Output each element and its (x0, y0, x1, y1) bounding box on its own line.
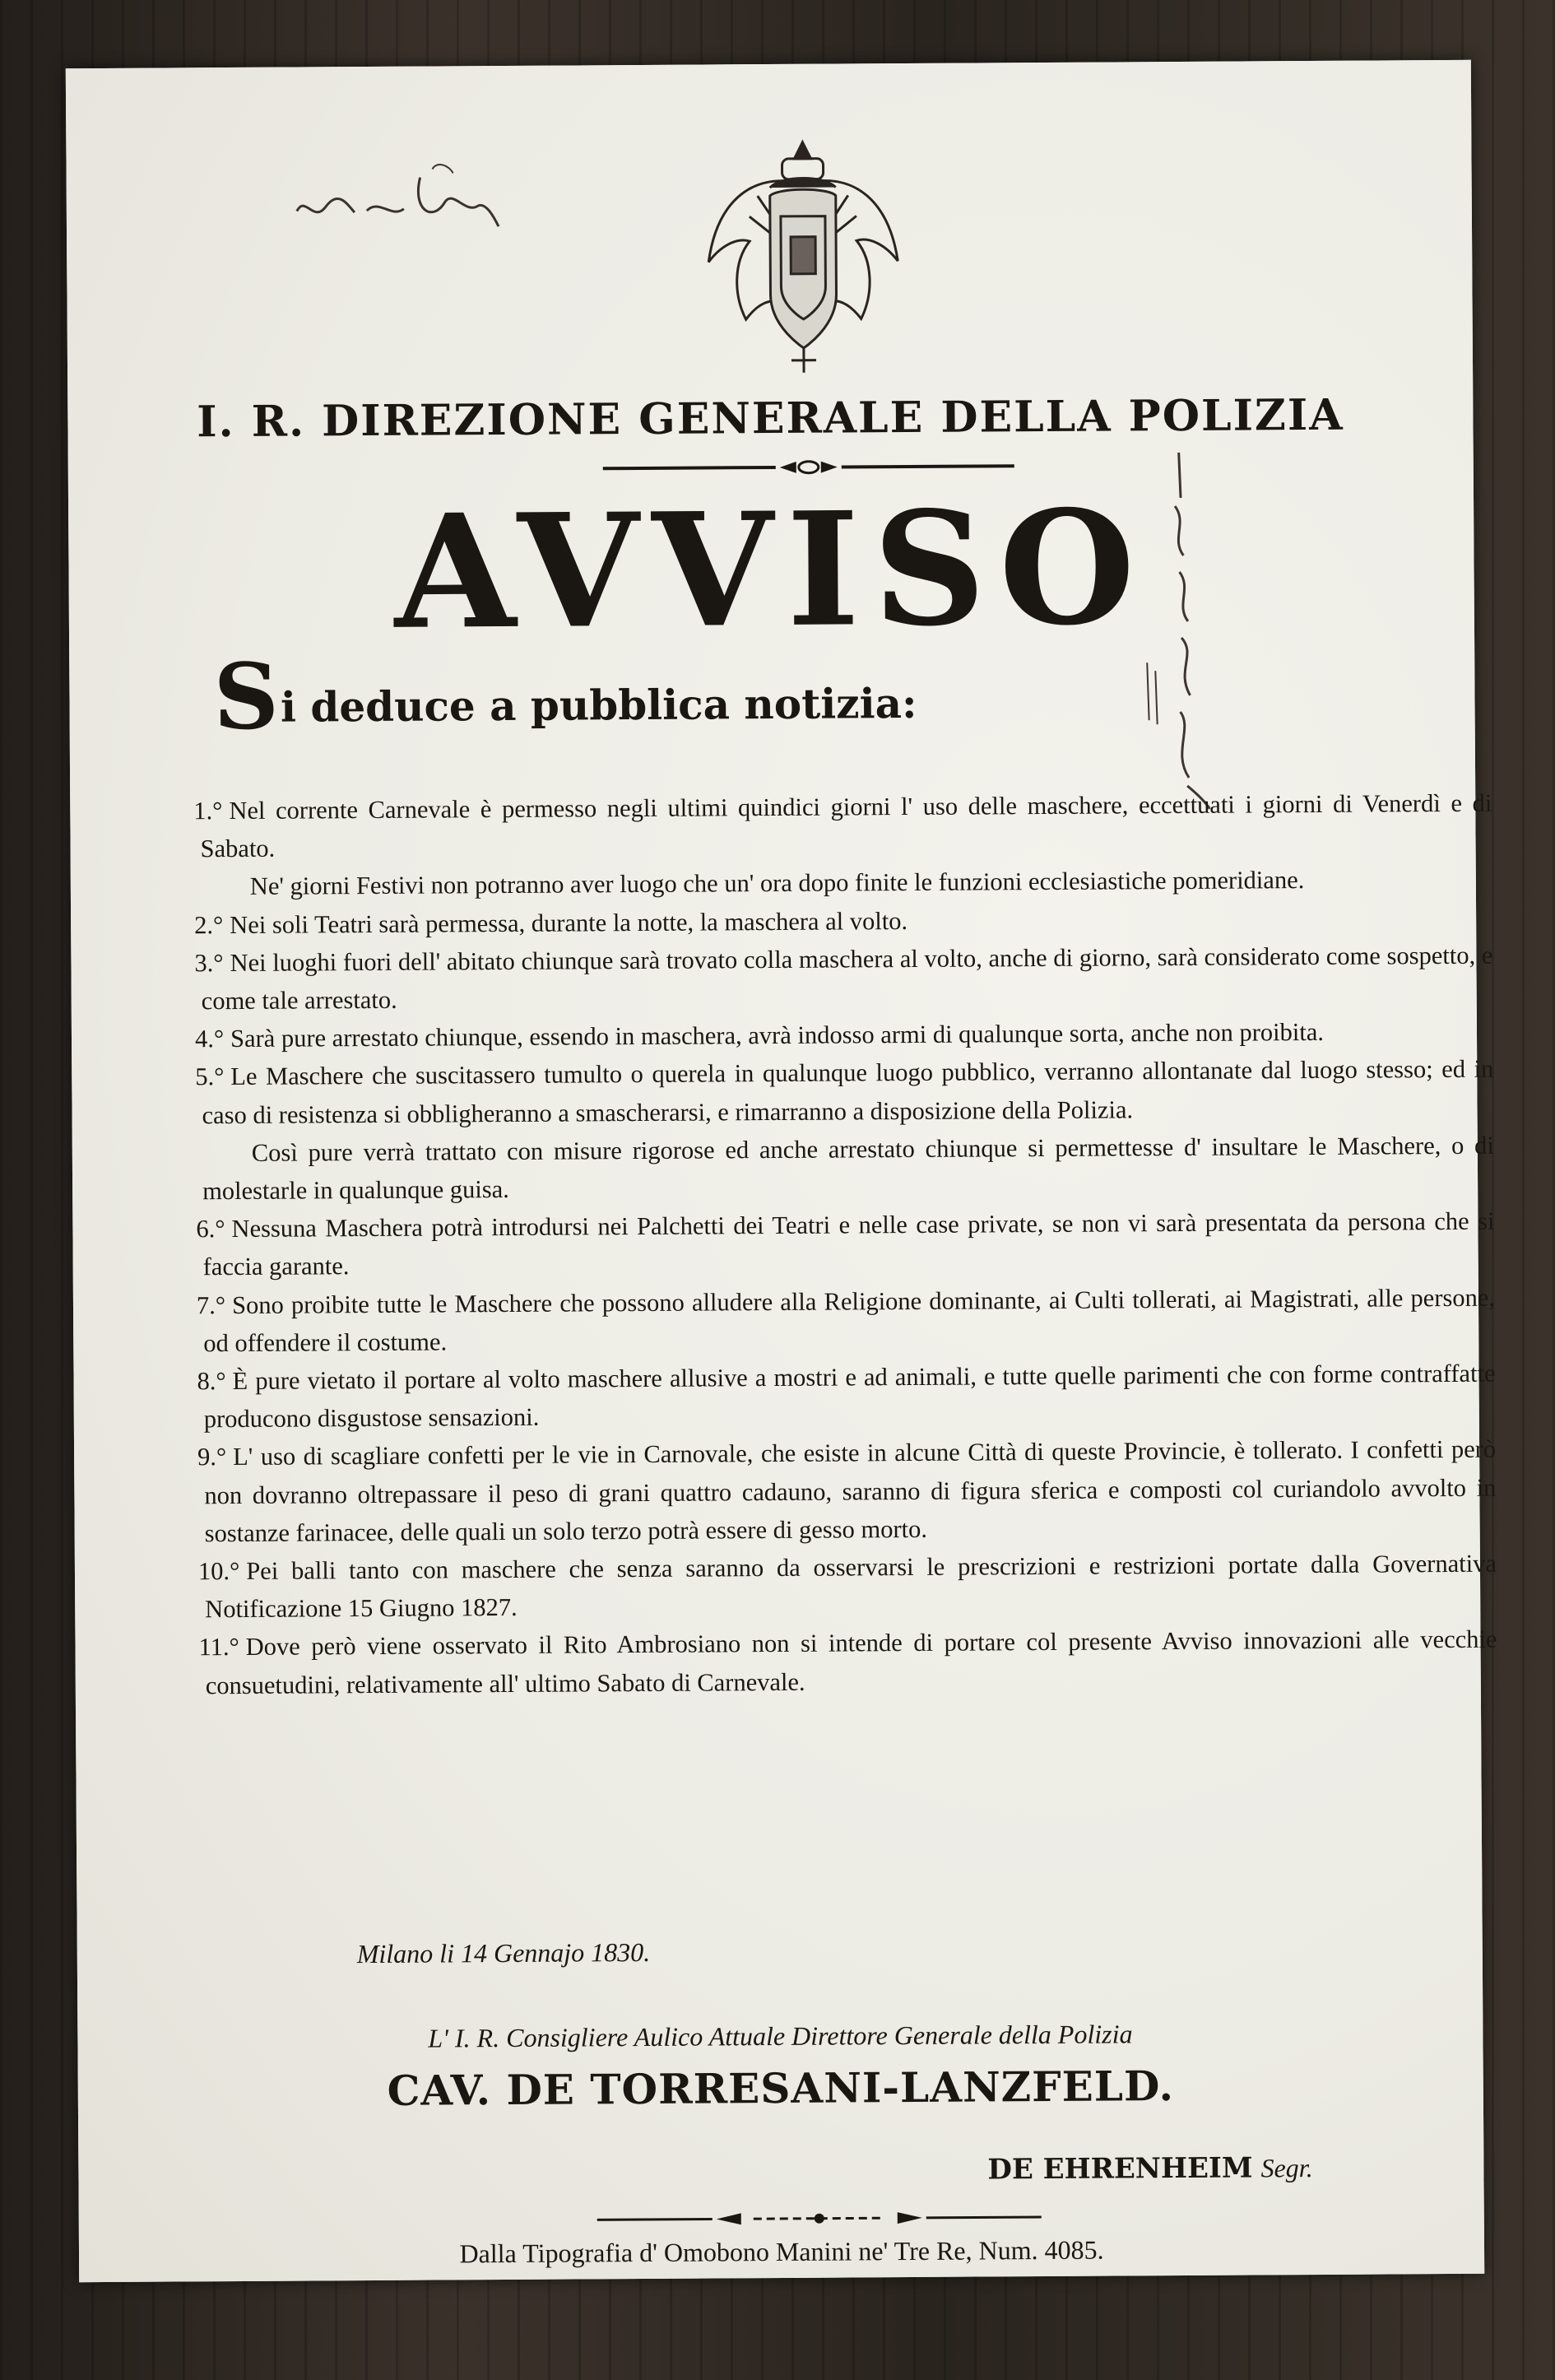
list-item: Ne' giorni Festivi non potranno aver luogo che un' ora dopo finite le funzioni ecclesiastiche pomeridiane. (249, 866, 1305, 901)
list-item: 5.° Le Maschere che suscitassero tumulto o querela in qualunque luogo pubblico, verranno allontanate dal luogo stesso; ed in caso di resistenza si obbligheranno a smascherarsi, e rimarranno a disposizione della Polizia. (195, 1055, 1494, 1129)
ornamental-rule-bottom (589, 2206, 1050, 2230)
secretary-role: Segr. (1260, 2153, 1313, 2183)
printer-line: Dalla Tipografia d' Omobono Manini ne' Tre Re, Num. 4085. (459, 2234, 1104, 2269)
secretary-signature (987, 2151, 1312, 2186)
list-item: 8.° È pure vietato il portare al volto maschere allusive a mostri e ad animali, e tutte quelle parimenti che con forme contraffatte producono disgustose sensazioni. (197, 1359, 1496, 1434)
imperial-crest-icon (699, 137, 907, 378)
list-item: 11.° Dove però viene osservato il Rito Ambrosiano non si intende di portare col presente Avviso innovazioni alle vecchie consuetudini, relativamente all' ultimo Sabato di Carnevale. (198, 1625, 1497, 1699)
notice-title: AVVISO (393, 476, 1149, 664)
list-item: 6.° Nessuna Maschera potrà introdursi nei Palchetti dei Teatri e nelle case private, se non vi sarà presentata da persona che si faccia garante. (196, 1206, 1495, 1281)
list-item: 1.° Nel corrente Carnevale è permesso negli ultimi quindici giorni l' uso delle maschere, eccettuati i giorni di Venerdì e di Sabato. (193, 788, 1492, 863)
notice-paper (66, 60, 1497, 2282)
list-item: 4.° Sarà pure arrestato chiunque, essendo in maschera, avrà indosso armi di qualunque sorta, anche non proibita. (194, 1018, 1325, 1053)
intro-initial: S (213, 643, 280, 751)
handwritten-annotation (288, 152, 503, 244)
intro-line (213, 639, 917, 750)
list-item: 9.° L' uso di scagliare confetti per le vie in Carnovale, che esiste in alcune Città di queste Provincie, è tollerato. I confetti però non dovranno oltrepassare il peso di grani quattro cadauno, saranno di figura sferica e composti col curiandolo avvolto in sostanze farinacee, delle quali un solo terzo potrà essere di gesso morto. (197, 1435, 1497, 1548)
official-title: L' I. R. Consigliere Aulico Attuale Direttore Generale della Polizia (428, 2019, 1133, 2053)
list-item: 7.° Sono proibite tutte le Maschere che possono alludere alla Religione dominante, ai Culti tollerati, ai Magistrati, alle persone, od offendere il costume. (196, 1283, 1496, 1358)
list-item: 2.° Nei soli Teatri sarà permessa, durante la notte, la maschera al volto. (194, 906, 908, 939)
secretary-name: DE EHRENHEIM (987, 2151, 1253, 2187)
list-item: 3.° Nei luoghi fuori dell' abitato chiunque sarà trovato colla maschera al volto, anche di giorno, sarà considerato come sospetto, e come tale arrestato. (194, 941, 1493, 1016)
issuer-heading: I. R. DIREZIONE GENERALE DELLA POLIZIA (197, 389, 1344, 448)
intro-text: i deduce a pubblica notizia: (280, 678, 917, 732)
list-item: Così pure verrà trattato con misure rigorose ed anche arrestato chiunque si permettesse d' insultare le Maschere, o di molestarle in qualunque guisa. (202, 1131, 1494, 1206)
date-line: Milano li 14 Gennajo 1830. (356, 1936, 651, 1969)
list-item: 10.° Pei balli tanto con maschere che senza saranno da osservarsi le prescrizioni e restrizioni portate dalla Governativa Notificazione 15 Giugno 1827. (197, 1549, 1497, 1624)
official-name: CAV. DE TORRESANI-LANZFELD. (387, 2062, 1175, 2115)
notice-body (193, 784, 1497, 1704)
